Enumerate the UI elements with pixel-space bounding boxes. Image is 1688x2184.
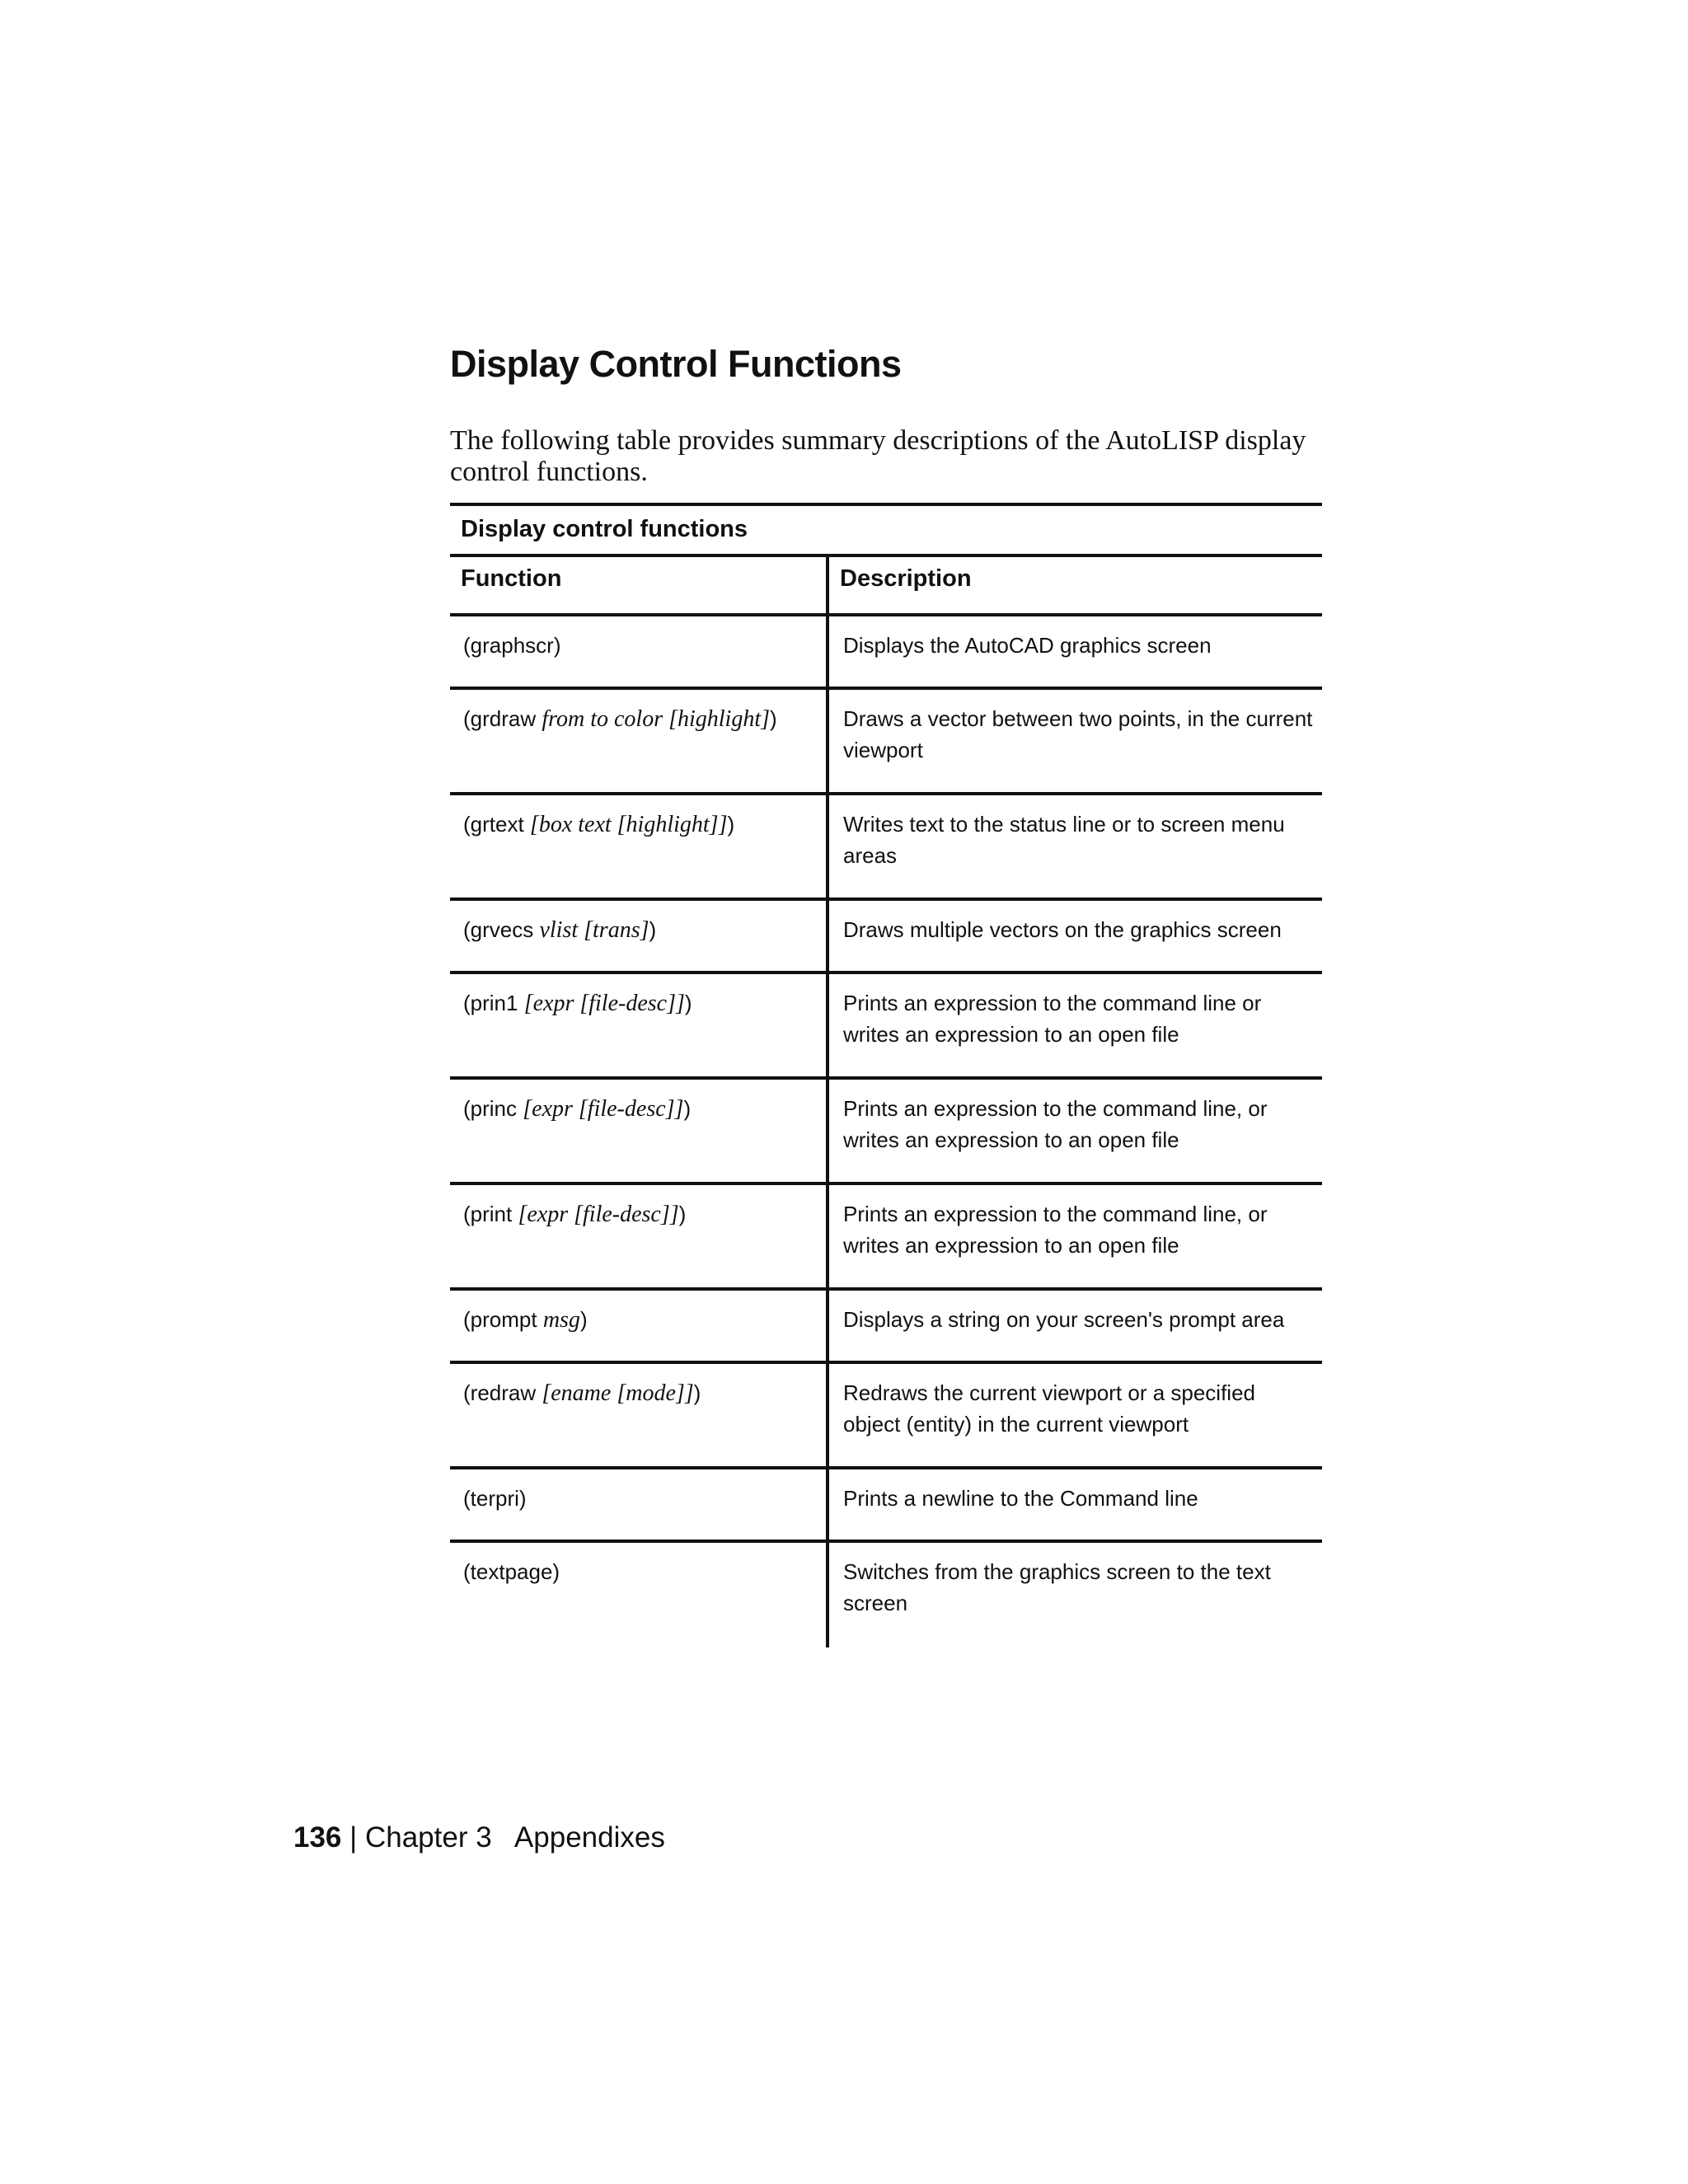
chapter-label: Chapter 3 (364, 1821, 492, 1854)
function-args: from to color [highlight] (542, 706, 771, 732)
function-name: (princ (463, 1096, 523, 1121)
function-close: ) (553, 633, 561, 658)
table-header-row (450, 557, 1322, 616)
column-header-function: Function (450, 557, 829, 613)
function-args: [expr [file-desc]] (523, 1096, 684, 1122)
function-cell (450, 1364, 829, 1466)
function-name: (print (463, 1202, 518, 1226)
function-close: ) (518, 1486, 527, 1511)
function-cell (450, 616, 829, 687)
function-cell (450, 795, 829, 898)
function-cell (450, 1080, 829, 1182)
function-name: (graphscr (463, 633, 554, 658)
function-close: ) (649, 917, 657, 942)
table-row (450, 1469, 1322, 1543)
section-label: Appendixes (513, 1821, 665, 1854)
function-close: ) (770, 706, 777, 731)
function-cell (450, 1543, 829, 1647)
function-args: [expr [file-desc]] (523, 991, 685, 1016)
function-cell (450, 1185, 829, 1287)
table-row (450, 901, 1322, 974)
description-cell: Prints an expression to the command line, or writes an expression to an open file (843, 1202, 1268, 1258)
function-args: msg (542, 1307, 580, 1333)
description-cell: Displays the AutoCAD graphics screen (843, 633, 1212, 658)
function-name: (prompt (463, 1307, 543, 1332)
function-name: (grvecs (463, 917, 540, 942)
function-name: (grtext (463, 812, 530, 837)
page-number: 136 (293, 1821, 342, 1854)
function-cell (450, 1291, 829, 1361)
table-row (450, 1080, 1322, 1185)
table-row (450, 974, 1322, 1080)
function-name: (redraw (463, 1380, 542, 1405)
intro-paragraph: The following table provides summary descriptions of the AutoLISP display control functions. (450, 425, 1306, 487)
function-cell (450, 690, 829, 792)
footer-separator: | (341, 1821, 365, 1854)
function-close: ) (678, 1202, 687, 1226)
function-close: ) (683, 1096, 692, 1121)
table-row (450, 1364, 1322, 1469)
description-cell: Displays a string on your screen's prompt area (843, 1307, 1285, 1332)
function-cell (450, 974, 829, 1076)
function-args: vlist [trans] (539, 917, 649, 943)
function-close: ) (727, 812, 735, 837)
table-row (450, 1291, 1322, 1364)
table-row (450, 690, 1322, 795)
table-caption: Display control functions (450, 503, 1322, 557)
function-name: (prin1 (463, 991, 524, 1015)
function-close: ) (552, 1559, 560, 1584)
function-close: ) (693, 1380, 701, 1405)
display-control-table (450, 503, 1322, 1647)
table-row (450, 616, 1322, 690)
function-close: ) (684, 991, 692, 1015)
function-close: ) (579, 1307, 588, 1332)
description-cell: Switches from the graphics screen to the text screen (843, 1559, 1271, 1615)
page-heading: Display Control Functions (450, 343, 902, 385)
function-name: (grdraw (463, 706, 542, 731)
function-name: (terpri (463, 1486, 519, 1511)
table-row (450, 1543, 1322, 1647)
table-row (450, 1185, 1322, 1291)
description-cell: Prints a newline to the Command line (843, 1486, 1198, 1511)
function-cell (450, 901, 829, 971)
description-cell: Draws multiple vectors on the graphics screen (843, 917, 1282, 942)
description-cell: Draws a vector between two points, in the current viewport (843, 706, 1313, 762)
function-name: (textpage (463, 1559, 553, 1584)
description-cell: Prints an expression to the command line, or writes an expression to an open file (843, 1096, 1268, 1152)
page-footer (293, 1821, 665, 1854)
description-cell: Redraws the current viewport or a specified object (entity) in the current viewport (843, 1380, 1256, 1436)
column-header-description: Description (840, 565, 972, 592)
function-cell (450, 1469, 829, 1540)
function-args: [ename [mode]] (542, 1380, 694, 1406)
table-row (450, 795, 1322, 901)
function-args: [box text [highlight]] (529, 812, 728, 837)
description-cell: Prints an expression to the command line or writes an expression to an open file (843, 991, 1262, 1047)
description-cell: Writes text to the status line or to screen menu areas (843, 812, 1285, 868)
function-args: [expr [file-desc]] (518, 1202, 679, 1227)
